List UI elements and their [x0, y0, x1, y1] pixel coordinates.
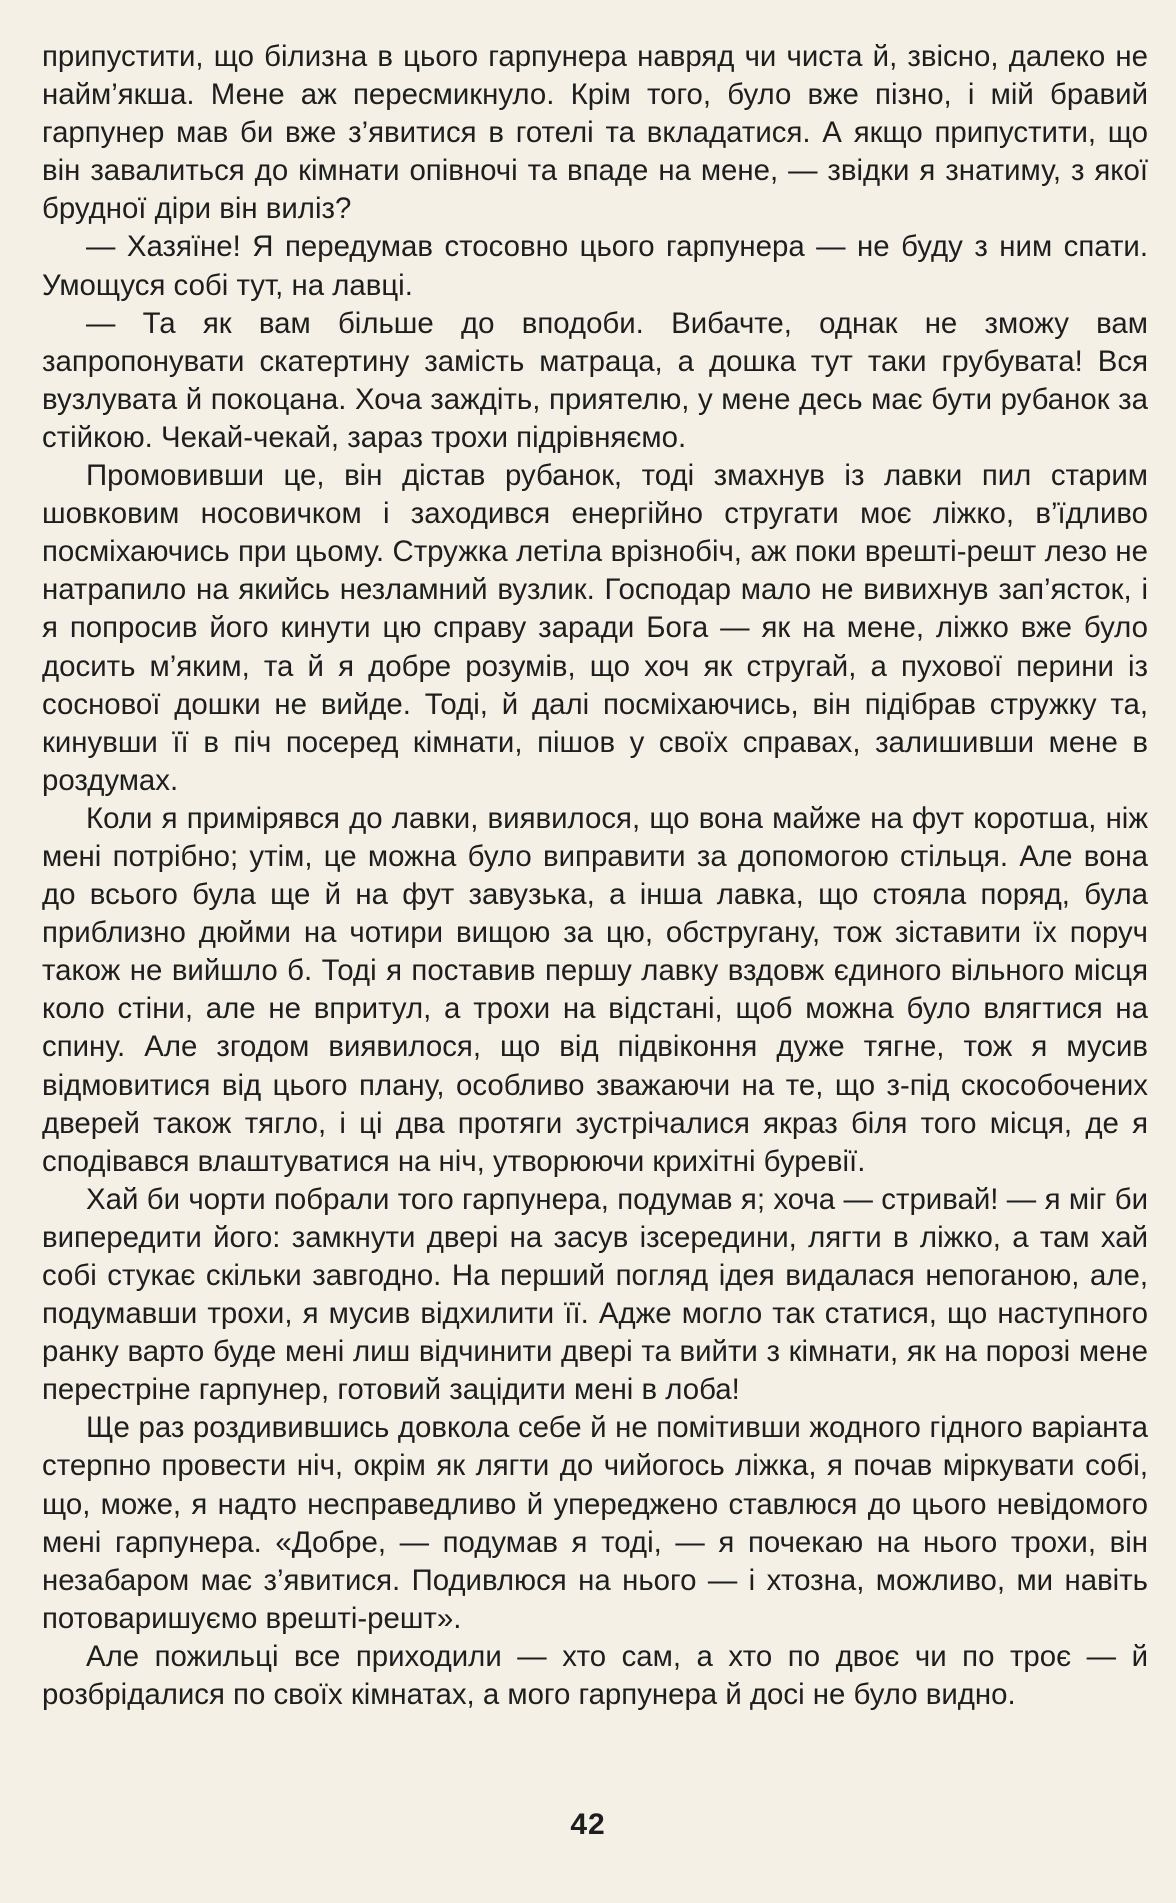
- paragraph: Ще раз роздивившись довкола себе й не помітивши жодного гідного варіанта стерпно провести ніч, окрім як лягти до чийогось ліжка, я почав міркувати собі, що, може, я надто несправедливо й упереджено ставлюся до цього невідомого мені гарпунера. «Добре, — подумав я тоді, — я почекаю на нього трохи, він незабаром має з’явитися. Подивлюся на нього — і хтозна, можливо, ми навіть потоваришуємо врешті-решт».: [42, 1411, 1148, 1635]
- paragraph: — Та як вам більше до вподоби. Вибачте, однак не зможу вам запропонувати скатертину замість матраца, а дошка тут таки грубувата! Вся вузлувата й покоцана. Хоча заждіть, приятелю, у мене десь має бути рубанок за стійкою. Чекай-чекай, зараз трохи підрівняємо.: [42, 306, 1148, 454]
- page-number: 42: [570, 1808, 606, 1841]
- paragraph: — Хазяїне! Я передумав стосовно цього гарпунера — не буду з ним спати. Умощуся собі тут, на лавці.: [42, 230, 1148, 302]
- paragraph: припустити, що білизна в цього гарпунера навряд чи чиста й, звісно, далеко не найм’якша. Мене аж пересмикнуло. Крім того, було вже пізно, і мій бравий гарпунер мав би вже з’явитися в готелі та вкладатися. А якщо припустити, що він завалиться до кімнати опівночі та впаде на мене, — звідки я знатиму, з якої брудної діри він виліз?: [42, 40, 1148, 226]
- paragraph: Коли я примірявся до лавки, виявилося, що вона майже на фут коротша, ніж мені потрібно; утім, це можна було виправити за допомогою стільця. Але вона до всього була ще й на фут завузька, а інша лавка, що стояла поряд, була приблизно дюйми на чотири вищою за цю, обстругану, тож зіставити їх поруч також не вийшло б. Тоді я поставив першу лавку вздовж єдиного вільного місця коло стіни, але не впритул, а трохи на відстані, щоб можна було влягтися на спину. Але згодом виявилося, що від підвіконня дуже тягне, тож я мусив відмовитися від цього плану, особливо зважаючи на те, що з-під скособочених дверей також тягло, і ці два протяги зустрічалися якраз біля того місця, де я сподівався влаштуватися на ніч, утворюючи крихітні буревії.: [42, 801, 1148, 1178]
- paragraph: Промовивши це, він дістав рубанок, тоді змахнув із лавки пил старим шовковим носовичком і заходився енергійно стругати моє ліжко, в’їдливо посміхаючись при цьому. Стружка летіла врізнобіч, аж поки врешті-решт лезо не натрапило на якийсь незламний вузлик. Господар мало не вивихнув зап’ясток, і я попросив його кинути цю справу заради Бога — як на мене, ліжко вже було досить м’яким, та й я добре розумів, що хоч як стругай, а пухової перини із соснової дошки не вийде. Тоді, й далі посміхаючись, він підібрав стружку та, кинувши її в піч посеред кімнати, пішов у своїх справах, залишивши мене в роздумах.: [42, 459, 1148, 797]
- paragraph: Але пожильці все приходили — хто сам, а хто по двоє чи по троє — й розбрідалися по своїх кімнатах, а мого гарпунера й досі не було видно.: [42, 1639, 1148, 1712]
- paragraph: Хай би чорти побрали того гарпунера, подумав я; хоча — стривай! — я міг би випередити його: замкнути двері на засув ізсередини, лягти в ліжко, а там хай собі стукає скільки завгодно. На перший погляд ідея видалася непоганою, але, подумавши трохи, я мусив відхилити її. Адже могло так статися, що наступного ранку варто буде мені лиш відчинити двері та вийти з кімнати, як на порозі мене перестріне гарпунер, готовий зацідити мені в лоба!: [42, 1182, 1148, 1407]
- body-text: [42, 38, 1148, 1714]
